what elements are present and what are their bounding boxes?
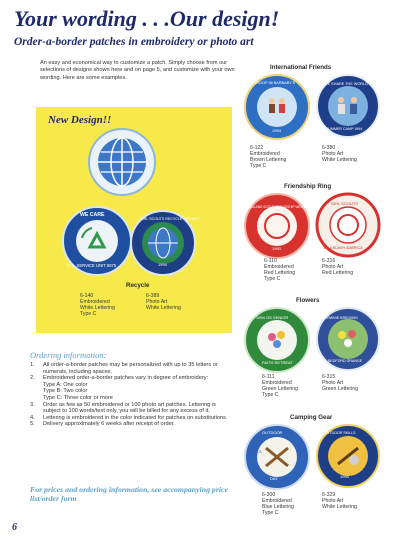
patch-text: SUMMER CAMP 1994 [326,127,363,131]
ordering-item-text: All order-a-border patches may be personalized with up to 35 letters or numerals, including spaces. [43,362,218,375]
patch-text: WE SHARE THE WORLD [324,82,369,86]
item-line: White Lettering [322,157,357,163]
ordering-item [30,395,235,402]
ordering-heading: Ordering information: [30,350,107,360]
item-line: White Lettering [146,305,181,311]
item-line: Type C [250,163,267,169]
item-line: Embroidered [250,151,280,157]
category-recycle: Recycle [126,282,150,289]
ordering-list [30,362,235,428]
item-code: 6-316 [322,258,336,264]
item-code: 6-329 [322,492,336,498]
patch-text: 1994 [158,262,167,267]
category-camping-gear: Camping Gear [290,414,333,421]
item-line: Photo Art [322,151,344,157]
ordering-item-text: Type C: Three color or more [43,394,113,401]
item-code: 6-140 [80,293,94,299]
item-line: Photo Art [322,498,344,504]
page-title: Your wording . . .Our design! [14,6,280,31]
ordering-item [30,415,235,422]
patch-text: 1994 [340,474,349,479]
patch-text: DAY [270,476,278,481]
ordering-item-text: Lettering is embroidered in the color indicated for patches on substitutions. [43,414,228,421]
patch-text: OUTDOOR [262,430,283,435]
item-line: Photo Art [322,264,344,270]
item-code: 6-122 [250,145,264,151]
patch-text: 1993 [272,246,281,251]
item-line: Embroidered [262,380,292,386]
ordering-item-number: 5. [30,421,35,428]
item-line: Embroidered [264,264,294,270]
patch-text: BROWNIE BRIDGING [322,316,358,320]
item-line: Embroidered [262,498,292,504]
item-line: Photo Art [322,380,344,386]
ordering-item [30,375,235,382]
ordering-item-text: Type B: Two color [43,388,88,395]
category-friendship-ring: Friendship Ring [284,183,332,190]
item-code: 6-380 [322,145,336,151]
intro-paragraph: An easy and economical way to customize a patch. Simply choose from our selections of designs shown here and on page 5, and customize with your own wording. Here are some examples. [40,60,235,81]
ordering-item-number: 3. [30,401,35,408]
page-number: 6 [12,522,17,533]
ordering-item [30,362,235,375]
item-line: Type C [262,510,279,516]
item-code: 6-110 [264,258,277,264]
item-line: Brown Lettering [250,157,287,163]
ordering-item [30,402,235,415]
item-line: Type C [262,392,279,398]
item-line: White Lettering [80,305,115,311]
ordering-item-number: 1. [30,362,35,368]
patch-text: MIDLAND SCOUT FRIENDSHIP WEEKEND [248,205,312,209]
category-international-friends: International Friends [270,64,332,71]
patch-text: 1994 [272,128,281,133]
ordering-item-text: Type A: One color [43,381,88,388]
patch-text: BEDFORD GRANGE [328,359,363,363]
ordering-item [30,388,235,395]
globe-emblem-icon [88,128,156,196]
item-line: Embroidered [80,299,110,305]
item-line: Type C [80,311,97,317]
patch-text: WE CARE [80,212,105,218]
patch-text: BE A BUDDY AMERICA [324,246,363,250]
item-line: White Lettering [322,504,357,510]
patch-text: GIRL SCOUTS [331,201,358,206]
patch-text: TROOP 36 BARNABY'S [254,81,296,85]
category-flowers: Flowers [296,297,320,304]
item-line: Green Lettering [322,386,359,392]
item-line: Type C [264,276,281,282]
patch-text: FAITH RETREAT [262,360,293,365]
item-code: 6-300 [262,492,276,498]
item-line: Red Lettering [264,270,296,276]
pricing-note: For prices and ordering information, see accompanying price list/order form [30,485,228,503]
ordering-item-number: 4. [30,414,35,421]
item-code: 6-111 [262,374,275,380]
ordering-item-text: Order as few as 50 embroidered or 100 photo art patches. Lettering is subject to 100 words/text only, you will be billed for any excess of it. [43,401,216,415]
patch-text: SKILLS [248,449,262,454]
patch-text: GIRL SCOUTS RECYCLE PROJECT [140,217,200,221]
ordering-item-text: Delivery approximately 6 weeks after receipt of order. [43,421,175,428]
item-line: Blue Lettering [262,504,295,510]
item-code: 6-315 [322,374,336,380]
item-line: Green Lettering [262,386,299,392]
ordering-item-number: 2. [30,375,35,382]
patch-text: G.S. SERVICE UNIT 6875 [67,263,117,268]
ordering-item [30,382,235,389]
item-line: Red Lettering [322,270,354,276]
patch-text: OUTDOOR SKILLS [324,431,356,435]
new-design-label: New Design!! [48,114,112,126]
patch-text: 1994 GS SENIOR [256,315,289,320]
ordering-item-text: Embroidered order-a-border patches vary in degree of embroidery: [43,375,209,382]
item-code: 6-389 [146,293,160,299]
page-subtitle: Order-a-border patches in embroidery or photo art [14,36,254,48]
item-line: Photo Art [146,299,168,305]
ordering-item [30,421,235,428]
